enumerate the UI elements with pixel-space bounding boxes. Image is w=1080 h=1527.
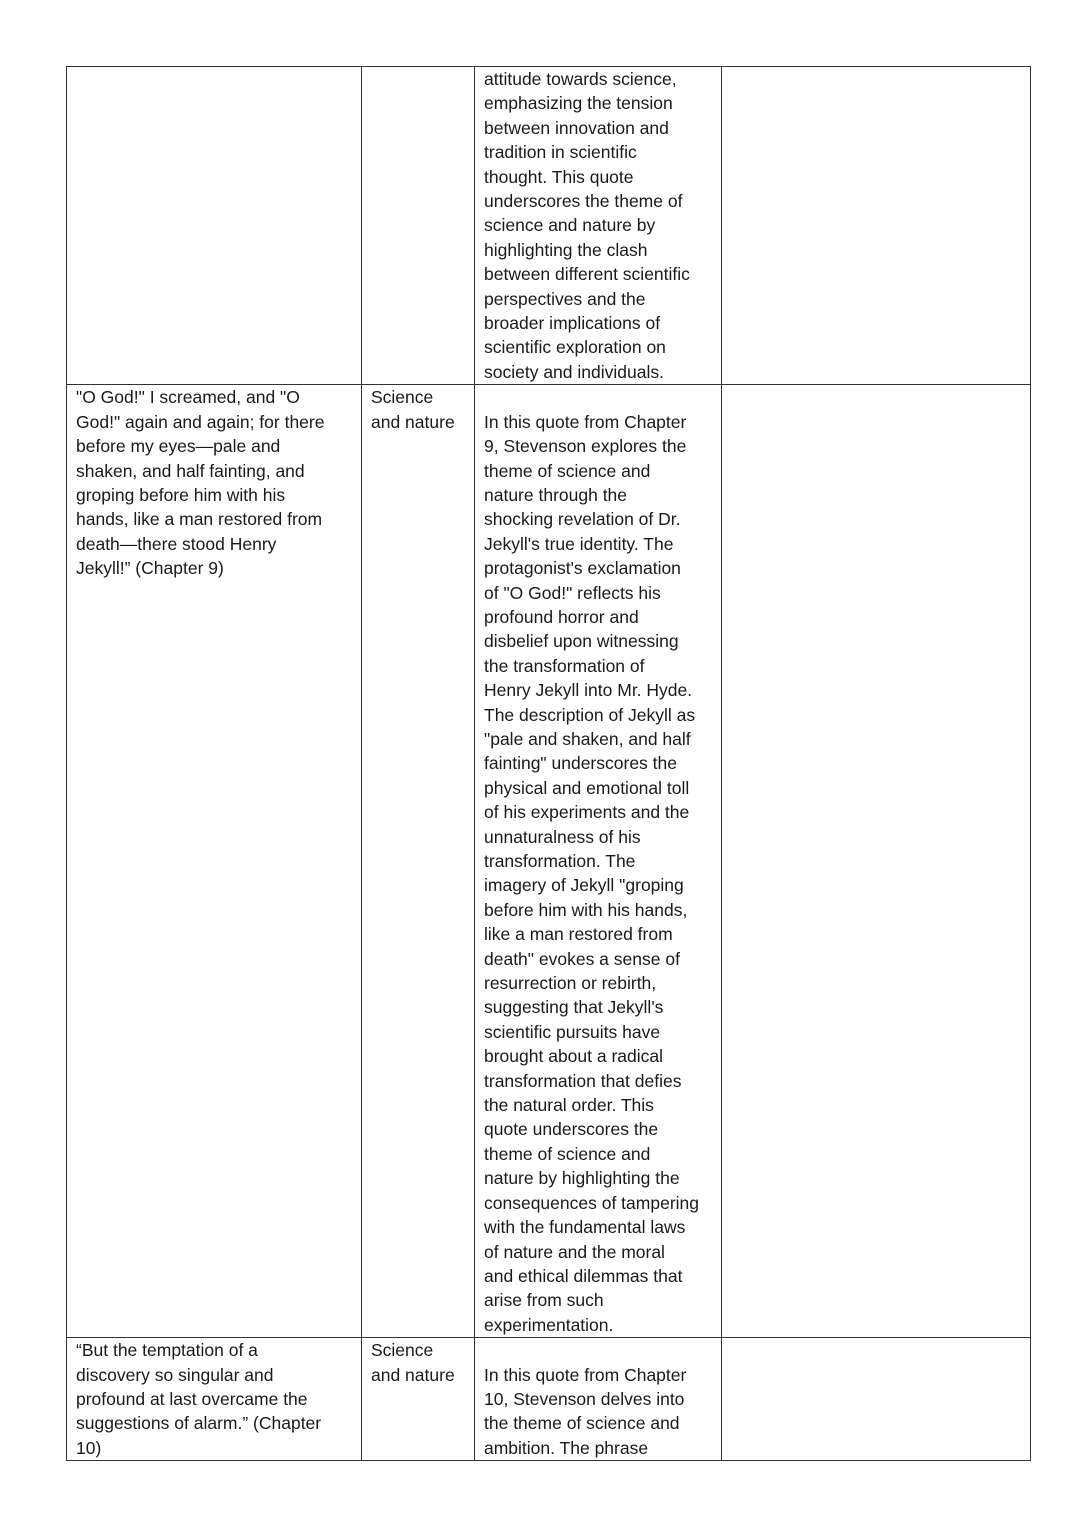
analysis-cell xyxy=(475,67,722,385)
table-row xyxy=(67,1338,1031,1461)
analysis-cell xyxy=(475,385,722,1338)
quote-cell xyxy=(67,67,362,385)
table-row xyxy=(67,385,1031,1338)
quote-text: “But the temptation of a discovery so singular and profound at last overcame the suggestions of alarm.” (Chapter 10) xyxy=(76,1340,322,1458)
notes-cell xyxy=(722,67,1031,385)
theme-cell xyxy=(362,67,475,385)
theme-cell xyxy=(362,385,475,1338)
table-row xyxy=(67,67,1031,385)
quote-analysis-table xyxy=(66,66,1031,1461)
theme-cell xyxy=(362,1338,475,1461)
quote-cell xyxy=(67,1338,362,1461)
theme-text: Science and nature xyxy=(371,1340,455,1385)
notes-cell xyxy=(722,1338,1031,1461)
theme-text: Science and nature xyxy=(371,387,455,432)
quote-text: "O God!" I screamed, and "O God!" again and again; for there before my eyes—pale and shaken, and half fainting, and groping before him with his hands, like a man restored from death—there stood Henry Jekyll!” (Chapter 9) xyxy=(76,387,325,579)
analysis-text: In this quote from Chapter 9, Stevenson explores the theme of science and nature through the shocking revelation of Dr. Jekyll's true identity. The protagonist's exclamation of "O God!" reflects his profound horror and disbelief upon witnessing the transformation of Henry Jekyll into Mr. Hyde. The description of Jekyll as "pale and shaken, and half fainting" underscores the physical and emotional toll of his experiments and the unnaturalness of his transformation. The imagery of Jekyll "groping before him with his hands, like a man restored from death" evokes a sense of resurrection or rebirth, suggesting that Jekyll's scientific pursuits have brought about a radical transformation that defies the natural order. This quote underscores the theme of science and nature by highlighting the consequences of tampering with the fundamental laws of nature and the moral and ethical dilemmas that arise from such experimentation. xyxy=(484,411,699,1335)
quote-cell xyxy=(67,385,362,1338)
notes-cell xyxy=(722,385,1031,1338)
analysis-text: In this quote from Chapter 10, Stevenson delves into the theme of science and ambition. The phrase xyxy=(484,1364,687,1458)
analysis-text: attitude towards science, emphasizing the tension between innovation and tradition in scientific thought. This quote underscores the theme of science and nature by highlighting the clash between different scientific perspectives and the broader implications of scientific exploration on society and individuals. xyxy=(484,69,690,382)
analysis-cell xyxy=(475,1338,722,1461)
